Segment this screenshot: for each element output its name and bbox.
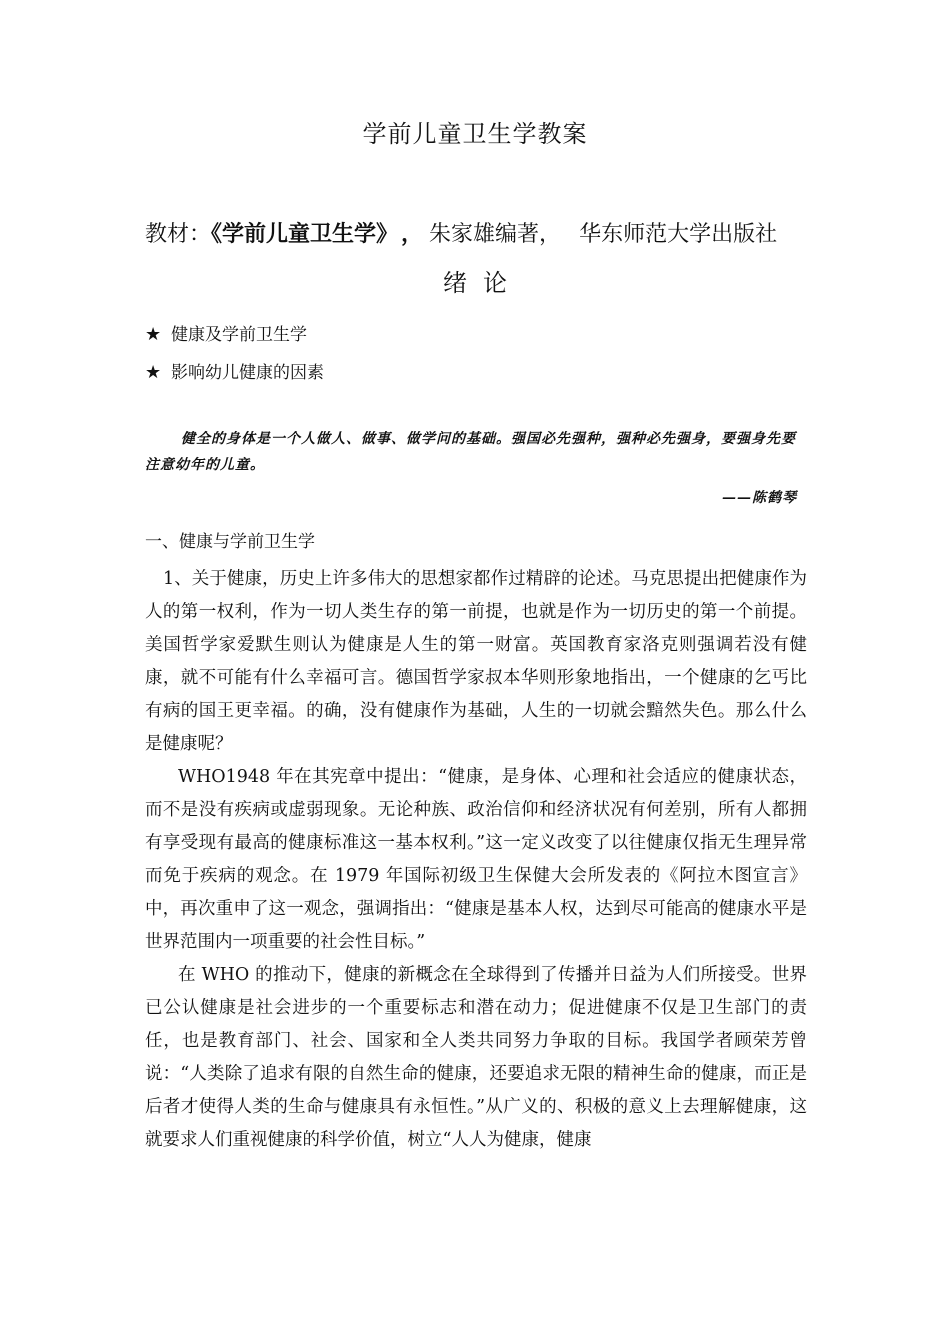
- textbook-prefix: 教材：: [145, 222, 212, 247]
- chapter-title: 绪论: [443, 269, 523, 297]
- textbook-name: 《学前儿童卫生学》: [211, 222, 388, 247]
- textbook-separator: ，: [401, 222, 424, 247]
- star-icon: ★: [145, 324, 162, 345]
- outline-item: [145, 354, 324, 392]
- paragraph: WHO1948 年在其宪章中提出：“健康，是身体、心理和社会适应的健康状态，而不是没有疾病或虚弱现象。无论种族、政治信仰和经济状况有何差别，所有人都拥有享受现有最高的健康标准这一基本权利。”这一定义改变了以往健康仅指无生理异常而免于疾病的观念。在 1979 年国际初级卫生保健大会所发表的《阿拉木图宣言》中，再次重申了这一观念，强调指出：“健康是基本人权，达到尽可能高的健康水平是世界范围内一项重要的社会性目标。”: [145, 767, 807, 952]
- star-icon: ★: [145, 362, 162, 383]
- textbook-publisher: 华东师范大学出版社: [579, 222, 778, 247]
- epigraph-author: ——陈鹤琴: [722, 490, 797, 506]
- outline-item-text: 影响幼儿健康的因素: [171, 363, 324, 383]
- paragraph: 在 WHO 的推动下，健康的新概念在全球得到了传播并日益为人们所接受。世界已公认健康是社会进步的一个重要标志和潜在动力；促进健康不仅是卫生部门的责任，也是教育部门、社会、国家和全人类共同努力争取的目标。我国学者顾荣芳曾说：“人类除了追求有限的自然生命的健康，还要追求无限的精神生命的健康，而正是后者才使得人类的生命与健康具有永恒性。”从广义的、积极的意义上去理解健康，这就要求人们重视健康的科学价值，树立“人人为健康，健康: [145, 965, 807, 1150]
- textbook-author: 朱家雄编著，: [429, 222, 562, 247]
- section-heading: 一、健康与学前卫生学: [145, 532, 315, 552]
- body-text: [145, 563, 807, 1157]
- outline-item-text: 健康及学前卫生学: [171, 325, 307, 345]
- epigraph-quote: 健全的身体是一个人做人、做事、做学问的基础。强国必先强种，强种必先强身，要强身先要注意幼年的儿童。: [145, 431, 796, 473]
- outline-list: [145, 316, 324, 392]
- textbook-info: [145, 220, 777, 250]
- paragraph: 1、关于健康，历史上许多伟大的思想家都作过精辟的论述。马克思提出把健康作为人的第一权利，作为一切人类生存的第一前提，也就是作为一切历史的第一个前提。美国哲学家爱默生则认为健康是人生的第一财富。英国教育家洛克则强调若没有健康，就不可能有什么幸福可言。德国哲学家叔本华则形象地指出，一个健康的乞丐比有病的国王更幸福。的确，没有健康作为基础，人生的一切就会黯然失色。那么什么是健康呢？: [145, 569, 807, 754]
- document-title: 学前儿童卫生学教案: [362, 120, 588, 148]
- outline-item: [145, 316, 324, 354]
